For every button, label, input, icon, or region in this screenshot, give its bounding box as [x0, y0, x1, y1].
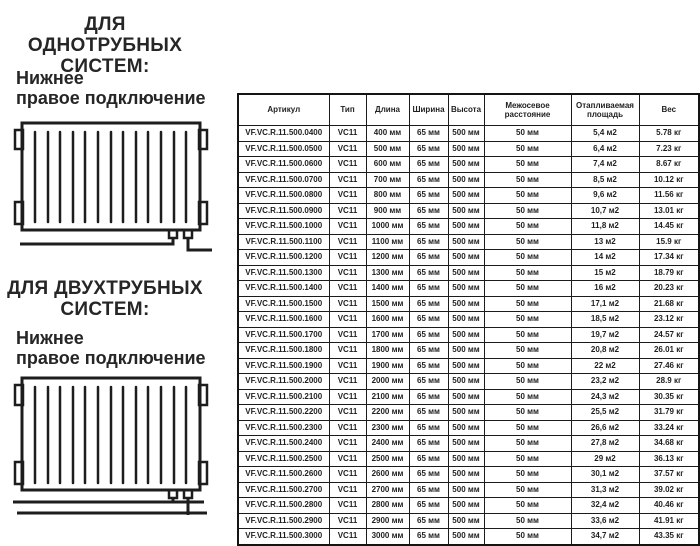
table-row	[238, 343, 699, 359]
table-cell: 500 мм	[448, 513, 484, 529]
one-pipe-title-line2: СИСТЕМ:	[60, 56, 150, 77]
table-cell: VC11	[329, 529, 366, 545]
table-cell: VF.VC.R.11.500.1500	[238, 296, 329, 312]
table-cell: 900 мм	[366, 203, 409, 219]
wall-bracket-right-bottom	[199, 462, 207, 484]
table-cell: VC11	[329, 482, 366, 498]
column-header: Длина	[366, 94, 409, 126]
table-cell: 30.35 кг	[639, 389, 699, 405]
table-cell: VF.VC.R.11.500.0700	[238, 172, 329, 188]
table-cell: 50 мм	[484, 327, 571, 343]
table-cell: 50 мм	[484, 219, 571, 235]
table-cell: VC11	[329, 250, 366, 266]
table-cell: 65 мм	[409, 327, 448, 343]
connection-stub-right	[184, 230, 192, 238]
table-cell: 50 мм	[484, 188, 571, 204]
table-cell: 27.46 кг	[639, 358, 699, 374]
table-cell: 500 мм	[448, 529, 484, 545]
table-cell: VC11	[329, 203, 366, 219]
header-row	[238, 94, 699, 126]
wall-bracket-right-top	[199, 385, 207, 405]
table-cell: 2100 мм	[366, 389, 409, 405]
table-cell: 500 мм	[448, 389, 484, 405]
wall-bracket-left-top	[15, 385, 23, 405]
table-row	[238, 436, 699, 452]
table-cell: 500 мм	[448, 482, 484, 498]
table-cell: 65 мм	[409, 312, 448, 328]
table-cell: VC11	[329, 451, 366, 467]
table-row	[238, 374, 699, 390]
table-cell: 50 мм	[484, 234, 571, 250]
table-cell: 500 мм	[448, 172, 484, 188]
table-cell: 500 мм	[448, 436, 484, 452]
table-cell: 31.79 кг	[639, 405, 699, 421]
table-cell: 700 мм	[366, 172, 409, 188]
table-cell: 30,1 м2	[571, 467, 639, 483]
table-cell: VF.VC.R.11.500.1600	[238, 312, 329, 328]
table-cell: 28.9 кг	[639, 374, 699, 390]
table-cell: 50 мм	[484, 405, 571, 421]
table-cell: VF.VC.R.11.500.1800	[238, 343, 329, 359]
radiator-two-pipe-diagram-icon	[0, 368, 235, 518]
table-cell: 500 мм	[448, 265, 484, 281]
table-cell: 50 мм	[484, 420, 571, 436]
table-row	[238, 405, 699, 421]
table-cell: VF.VC.R.11.500.2300	[238, 420, 329, 436]
table-cell: 1700 мм	[366, 327, 409, 343]
column-header: Артикул	[238, 94, 329, 126]
table-cell: 13.01 кг	[639, 203, 699, 219]
table-cell: 5,4 м2	[571, 126, 639, 142]
one-pipe-subtitle	[16, 68, 226, 108]
table-cell: 1800 мм	[366, 343, 409, 359]
table-cell: 17,1 м2	[571, 296, 639, 312]
table-cell: 65 мм	[409, 219, 448, 235]
two-pipe-title-line1: ДЛЯ ДВУХТРУБНЫХ	[7, 278, 203, 299]
table-cell: 65 мм	[409, 281, 448, 297]
table-cell: 65 мм	[409, 467, 448, 483]
table-cell: VC11	[329, 312, 366, 328]
column-header: Вес	[639, 94, 699, 126]
table-cell: VC11	[329, 234, 366, 250]
table-cell: VC11	[329, 157, 366, 173]
table-cell: 65 мм	[409, 482, 448, 498]
table-cell: 1100 мм	[366, 234, 409, 250]
table-cell: 50 мм	[484, 358, 571, 374]
table-cell: VC11	[329, 126, 366, 142]
table-cell: 50 мм	[484, 203, 571, 219]
table-cell: 15.9 кг	[639, 234, 699, 250]
table-cell: 65 мм	[409, 343, 448, 359]
table-cell: VF.VC.R.11.500.2400	[238, 436, 329, 452]
table-cell: 24,3 м2	[571, 389, 639, 405]
column-header: Межосевое расстояние	[484, 94, 571, 126]
table-cell: VF.VC.R.11.500.2100	[238, 389, 329, 405]
table-cell: VC11	[329, 436, 366, 452]
table-row	[238, 529, 699, 545]
table-cell: 43.35 кг	[639, 529, 699, 545]
table-cell: 2300 мм	[366, 420, 409, 436]
table-cell: 65 мм	[409, 389, 448, 405]
radiator-single-pipe-diagram-icon	[0, 110, 235, 260]
table-row	[238, 281, 699, 297]
table-row	[238, 188, 699, 204]
table-cell: 13 м2	[571, 234, 639, 250]
table-cell: 33,6 м2	[571, 513, 639, 529]
table-cell: 14 м2	[571, 250, 639, 266]
table-row	[238, 219, 699, 235]
table-cell: 500 мм	[448, 250, 484, 266]
table-row	[238, 327, 699, 343]
table-cell: 20,8 м2	[571, 343, 639, 359]
table-cell: 50 мм	[484, 389, 571, 405]
table-cell: 500 мм	[448, 141, 484, 157]
table-cell: 50 мм	[484, 529, 571, 545]
table-cell: VF.VC.R.11.500.1700	[238, 327, 329, 343]
table-row	[238, 467, 699, 483]
table-cell: 50 мм	[484, 296, 571, 312]
table-cell: 500 мм	[448, 312, 484, 328]
table-cell: 26.01 кг	[639, 343, 699, 359]
table-cell: 26,6 м2	[571, 420, 639, 436]
column-header: Высота	[448, 94, 484, 126]
two-pipe-section-title	[5, 278, 205, 320]
table-cell: 500 мм	[448, 203, 484, 219]
table-cell: 29 м2	[571, 451, 639, 467]
table-cell: 500 мм	[448, 467, 484, 483]
table-cell: VC11	[329, 405, 366, 421]
table-cell: 50 мм	[484, 498, 571, 514]
table-cell: 34.68 кг	[639, 436, 699, 452]
table-cell: 31,3 м2	[571, 482, 639, 498]
table-cell: 65 мм	[409, 203, 448, 219]
table-row	[238, 250, 699, 266]
table-cell: 500 мм	[448, 219, 484, 235]
table-cell: 500 мм	[448, 343, 484, 359]
wall-bracket-left-top	[15, 130, 23, 149]
one-pipe-subtitle-line1: Нижнее	[16, 68, 84, 88]
table-cell: 36.13 кг	[639, 451, 699, 467]
table-cell: 500 мм	[448, 327, 484, 343]
table-cell: 50 мм	[484, 126, 571, 142]
table-cell: 2500 мм	[366, 451, 409, 467]
table-cell: 500 мм	[448, 405, 484, 421]
table-cell: 50 мм	[484, 312, 571, 328]
table-cell: 500 мм	[448, 358, 484, 374]
table-cell: 500 мм	[448, 126, 484, 142]
table-cell: 18.79 кг	[639, 265, 699, 281]
table-cell: 65 мм	[409, 451, 448, 467]
table-cell: 50 мм	[484, 172, 571, 188]
table-cell: 1200 мм	[366, 250, 409, 266]
table-cell: 2400 мм	[366, 436, 409, 452]
table-cell: 65 мм	[409, 172, 448, 188]
table-cell: 3000 мм	[366, 529, 409, 545]
table-cell: 600 мм	[366, 157, 409, 173]
table-cell: 11.56 кг	[639, 188, 699, 204]
table-cell: VF.VC.R.11.500.2800	[238, 498, 329, 514]
table-cell: 23,2 м2	[571, 374, 639, 390]
two-pipe-title-line2: СИСТЕМ:	[60, 299, 150, 320]
table-cell: VC11	[329, 374, 366, 390]
table-cell: 65 мм	[409, 126, 448, 142]
table-cell: 39.02 кг	[639, 482, 699, 498]
table-cell: 65 мм	[409, 141, 448, 157]
table-cell: 50 мм	[484, 250, 571, 266]
two-pipe-subtitle	[16, 328, 226, 368]
wall-bracket-right-bottom	[199, 202, 207, 224]
table-cell: 50 мм	[484, 451, 571, 467]
table-cell: 8,5 м2	[571, 172, 639, 188]
table-cell: 1600 мм	[366, 312, 409, 328]
table-cell: 2700 мм	[366, 482, 409, 498]
table-cell: 65 мм	[409, 529, 448, 545]
table-cell: VC11	[329, 513, 366, 529]
table-cell: VF.VC.R.11.500.2500	[238, 451, 329, 467]
table-cell: VC11	[329, 467, 366, 483]
connection-stub-right	[184, 490, 192, 498]
wall-bracket-left-bottom	[15, 202, 23, 224]
table-row	[238, 498, 699, 514]
table-cell: 2600 мм	[366, 467, 409, 483]
table-cell: 500 мм	[448, 234, 484, 250]
table-cell: VC11	[329, 343, 366, 359]
spec-table-body	[238, 126, 699, 545]
table-cell: 65 мм	[409, 498, 448, 514]
table-cell: 1400 мм	[366, 281, 409, 297]
table-cell: 50 мм	[484, 343, 571, 359]
supply-pipe	[20, 238, 173, 244]
table-cell: 50 мм	[484, 281, 571, 297]
table-cell: VC11	[329, 172, 366, 188]
table-cell: VF.VC.R.11.500.0400	[238, 126, 329, 142]
table-cell: 15 м2	[571, 265, 639, 281]
table-row	[238, 389, 699, 405]
two-pipe-subtitle-line2: правое подключение	[16, 348, 206, 368]
table-cell: 23.12 кг	[639, 312, 699, 328]
table-cell: 50 мм	[484, 436, 571, 452]
table-cell: 50 мм	[484, 513, 571, 529]
table-cell: 22 м2	[571, 358, 639, 374]
table-cell: 50 мм	[484, 157, 571, 173]
table-cell: 2900 мм	[366, 513, 409, 529]
table-row	[238, 141, 699, 157]
table-cell: 500 мм	[448, 281, 484, 297]
table-cell: 25,5 м2	[571, 405, 639, 421]
table-cell: 1000 мм	[366, 219, 409, 235]
table-row	[238, 265, 699, 281]
table-cell: 50 мм	[484, 265, 571, 281]
table-cell: 65 мм	[409, 436, 448, 452]
table-cell: VF.VC.R.11.500.2900	[238, 513, 329, 529]
column-header: Отапливаемая площадь	[571, 94, 639, 126]
table-cell: VC11	[329, 358, 366, 374]
table-cell: 1900 мм	[366, 358, 409, 374]
table-cell: 400 мм	[366, 126, 409, 142]
table-cell: VC11	[329, 188, 366, 204]
table-row	[238, 296, 699, 312]
one-pipe-title-line1: ДЛЯ ОДНОТРУБНЫХ	[27, 14, 183, 56]
table-cell: 20.23 кг	[639, 281, 699, 297]
table-cell: 50 мм	[484, 141, 571, 157]
table-row	[238, 482, 699, 498]
table-cell: VF.VC.R.11.500.1400	[238, 281, 329, 297]
table-cell: VF.VC.R.11.500.2000	[238, 374, 329, 390]
table-cell: VC11	[329, 141, 366, 157]
radiator-fins	[35, 387, 186, 483]
table-cell: 9,6 м2	[571, 188, 639, 204]
table-row	[238, 157, 699, 173]
table-cell: 40.46 кг	[639, 498, 699, 514]
table-cell: 10.12 кг	[639, 172, 699, 188]
table-cell: 14.45 кг	[639, 219, 699, 235]
table-cell: 50 мм	[484, 374, 571, 390]
table-cell: 17.34 кг	[639, 250, 699, 266]
table-cell: 65 мм	[409, 420, 448, 436]
two-pipe-subtitle-line1: Нижнее	[16, 328, 84, 348]
table-cell: 500 мм	[448, 188, 484, 204]
table-cell: VC11	[329, 498, 366, 514]
table-cell: 50 мм	[484, 467, 571, 483]
table-cell: 10,7 м2	[571, 203, 639, 219]
table-cell: 7.23 кг	[639, 141, 699, 157]
table-cell: VF.VC.R.11.500.2700	[238, 482, 329, 498]
table-cell: 65 мм	[409, 358, 448, 374]
table-cell: 2200 мм	[366, 405, 409, 421]
table-cell: 7,4 м2	[571, 157, 639, 173]
table-cell: 24.57 кг	[639, 327, 699, 343]
connection-stub-left	[169, 230, 177, 238]
table-cell: VF.VC.R.11.500.0800	[238, 188, 329, 204]
table-cell: VF.VC.R.11.500.1100	[238, 234, 329, 250]
table-cell: 500 мм	[448, 157, 484, 173]
radiator-fins	[35, 132, 186, 222]
table-cell: VF.VC.R.11.500.2600	[238, 467, 329, 483]
table-cell: VF.VC.R.11.500.0500	[238, 141, 329, 157]
table-cell: 65 мм	[409, 265, 448, 281]
table-cell: 65 мм	[409, 157, 448, 173]
table-cell: 65 мм	[409, 405, 448, 421]
table-cell: 65 мм	[409, 296, 448, 312]
one-pipe-subtitle-line2: правое подключение	[16, 88, 206, 108]
table-cell: 65 мм	[409, 234, 448, 250]
table-cell: 500 мм	[448, 498, 484, 514]
table-cell: 2000 мм	[366, 374, 409, 390]
table-row	[238, 172, 699, 188]
table-cell: 65 мм	[409, 250, 448, 266]
table-cell: VC11	[329, 420, 366, 436]
table-cell: VF.VC.R.11.500.2200	[238, 405, 329, 421]
table-cell: VF.VC.R.11.500.1300	[238, 265, 329, 281]
table-cell: 16 м2	[571, 281, 639, 297]
table-cell: 11,8 м2	[571, 219, 639, 235]
column-header: Ширина	[409, 94, 448, 126]
table-cell: 8.67 кг	[639, 157, 699, 173]
wall-bracket-right-top	[199, 130, 207, 149]
table-row	[238, 513, 699, 529]
table-cell: 6,4 м2	[571, 141, 639, 157]
spec-table	[237, 93, 700, 546]
table-cell: 65 мм	[409, 374, 448, 390]
table-row	[238, 358, 699, 374]
spec-table-head	[238, 94, 699, 126]
connection-stub-left	[169, 490, 177, 498]
table-cell: 500 мм	[448, 451, 484, 467]
table-cell: VF.VC.R.11.500.0600	[238, 157, 329, 173]
return-pipe	[188, 238, 212, 250]
table-cell: VC11	[329, 296, 366, 312]
table-cell: VF.VC.R.11.500.1200	[238, 250, 329, 266]
table-cell: VC11	[329, 219, 366, 235]
table-cell: VC11	[329, 265, 366, 281]
table-cell: 18,5 м2	[571, 312, 639, 328]
table-cell: 21.68 кг	[639, 296, 699, 312]
column-header: Тип	[329, 94, 366, 126]
table-cell: VC11	[329, 389, 366, 405]
table-row	[238, 126, 699, 142]
table-cell: 500 мм	[448, 296, 484, 312]
wall-bracket-left-bottom	[15, 462, 23, 484]
table-cell: 27,8 м2	[571, 436, 639, 452]
table-cell: VF.VC.R.11.500.3000	[238, 529, 329, 545]
table-cell: 19,7 м2	[571, 327, 639, 343]
table-cell: 37.57 кг	[639, 467, 699, 483]
table-row	[238, 312, 699, 328]
table-cell: 800 мм	[366, 188, 409, 204]
table-cell: 2800 мм	[366, 498, 409, 514]
table-cell: 65 мм	[409, 513, 448, 529]
table-row	[238, 451, 699, 467]
table-cell: 32,4 м2	[571, 498, 639, 514]
table-cell: VC11	[329, 281, 366, 297]
table-cell: 34,7 м2	[571, 529, 639, 545]
table-cell: 5.78 кг	[639, 126, 699, 142]
table-cell: 500 мм	[366, 141, 409, 157]
table-cell: VF.VC.R.11.500.1000	[238, 219, 329, 235]
table-cell: VF.VC.R.11.500.0900	[238, 203, 329, 219]
table-row	[238, 420, 699, 436]
table-cell: 1300 мм	[366, 265, 409, 281]
table-cell: VF.VC.R.11.500.1900	[238, 358, 329, 374]
table-row	[238, 203, 699, 219]
table-cell: VC11	[329, 327, 366, 343]
table-cell: 500 мм	[448, 420, 484, 436]
table-cell: 33.24 кг	[639, 420, 699, 436]
table-cell: 1500 мм	[366, 296, 409, 312]
table-cell: 65 мм	[409, 188, 448, 204]
table-row	[238, 234, 699, 250]
table-cell: 50 мм	[484, 482, 571, 498]
table-cell: 500 мм	[448, 374, 484, 390]
table-cell: 41.91 кг	[639, 513, 699, 529]
